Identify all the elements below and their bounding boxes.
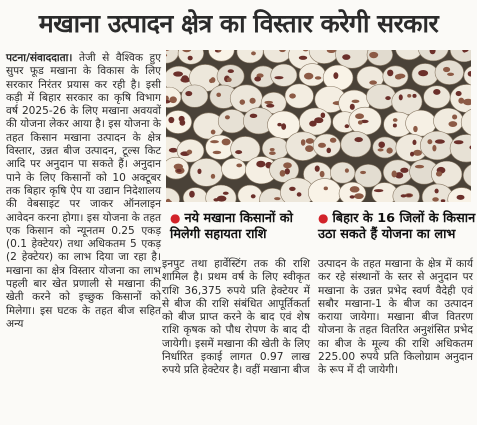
- makhana-nut: [366, 84, 395, 109]
- makhana-nut: [383, 160, 412, 185]
- article-column-3: [318, 258, 473, 378]
- makhana-nut: [221, 158, 246, 179]
- subheading-text: बिहार के 16 जिलों के किसान उठा सकते हैं योजना का लाभ: [318, 211, 476, 242]
- makhana-nut: [166, 188, 180, 202]
- makhana-nut: [330, 162, 355, 183]
- makhana-nut: [183, 188, 207, 202]
- makhana-nut: [433, 108, 463, 133]
- makhana-nut: [463, 163, 471, 188]
- subheading-16-districts: [318, 210, 477, 243]
- makhana-nut: [271, 64, 297, 86]
- makhana-nut: [418, 50, 448, 61]
- makhana-nuts-image: [166, 50, 471, 202]
- makhana-nut: [299, 64, 325, 86]
- column-3-text: उत्पादन के तहत मखाना के क्षेत्र में कार्य कर रहे संस्थानों के स्तर से अनुदान पर मखाना के उन्नत प्रभेद स्वर्ण वैदेही एवं सबौर मखाना-1 के बीज का उत्पादन कराया जायेगा। मखाना बीज वितरण योजना के तहत वितरित अनुशंसित प्रभेद का बीज के मूल्य की राशि अधिकतम 225.00 रुपये प्रति किलोग्राम अनुदान के रूप में दी जायेगी।: [318, 258, 473, 377]
- makhana-nut: [238, 185, 262, 202]
- makhana-nut: [341, 131, 371, 157]
- makhana-nut: [313, 134, 340, 157]
- makhana-nut: [285, 84, 314, 108]
- makhana-nut: [431, 161, 462, 187]
- subheading-text: नये मखाना किसानों को मिलेगी सहायता राशि: [170, 211, 293, 242]
- makhana-nut: [190, 158, 223, 186]
- makhana-nut: [217, 65, 244, 88]
- makhana-nut: [424, 86, 451, 109]
- makhana-nut: [237, 50, 263, 63]
- makhana-nut: [209, 50, 235, 61]
- makhana-nut: [448, 188, 471, 202]
- makhana-nut: [373, 137, 398, 158]
- makhana-nut: [349, 107, 381, 135]
- column-1-text: तेजी से वैश्विक हुए सुपर फूड मखाना के विकास के लिए सरकार निरंतर प्रयास कर रही है। इसी कड़ी में बिहार सरकार का कृषि विभाग वर्ष 2025-26 के लिए मखाना अवयवों की योजना लेकर आया है। इस योजना के तहत किसान मखाना उत्पादन के क्षेत्र विस्तार, उन्नत बीज उत्पादन, टूल्स किट आदि पर अनुदान पा सकते हैं। अनुदान पाने के लिए किसानों को 10 अक्टूबर तक बिहार कृषि ऐप या उद्यान निदेशालय की वेबसाइट पर जाकर ऑनलाइन आवेदन करना होगा। इस योजना के तहत एक किसान को न्यूनतम 0.25 एकड़ (0.1 हेक्टेयर) तथा अधिकतम 5 एकड़ (2 हेक्टेयर) का लाभ दिया जा रहा है। मखाना का क्षेत्र विस्तार योजना का लाभ पहली बार खेत प्रणाली से मखाना की खेती करने को इच्छुक किसानों को मिलेगा। इस घटक के तहत बीज सहित अन्य: [6, 52, 161, 330]
- makhana-nut: [435, 60, 464, 84]
- makhana-nut: [396, 50, 423, 60]
- makhana-nut: [299, 108, 331, 135]
- makhana-nut: [166, 110, 192, 133]
- makhana-nut: [263, 50, 291, 63]
- makhana-nut: [412, 64, 438, 87]
- bullet-icon: ●: [318, 211, 329, 225]
- makhana-nut: [464, 65, 471, 85]
- makhana-nut: [262, 137, 288, 159]
- makhana-nut: [166, 50, 179, 63]
- makhana-nut: [450, 135, 471, 163]
- dateline: पटना/संवाददाता।: [6, 52, 73, 64]
- makhana-nut: [178, 50, 204, 64]
- column-2-text: इनपुट तथा हार्वेस्टिंग तक की राशि शामिल है। प्रथम वर्ष के लिए स्वीकृत राशि 36,375 रुपये प्रति हेक्टेयर में से बीज की राशि संबंधित आपूर्तिकर्ता को बीज प्राप्त करने के बाद एवं शेष राशि कृषक को पौध रोपण के बाद दी जायेगी। इसमें मखाना की खेती के लिए निर्धारित इकाई लागत 0.97 लाख रुपये प्रति हेक्टेयर है। वहीं मखाना बीज: [162, 258, 310, 377]
- makhana-nut: [206, 185, 237, 202]
- makhana-nut: [367, 50, 393, 66]
- makhana-nut: [450, 50, 471, 62]
- makhana-nut: [420, 131, 454, 160]
- makhana-nut: [166, 157, 189, 179]
- article-column-1: [6, 52, 161, 331]
- makhana-photo: [166, 50, 471, 202]
- makhana-nut: [450, 84, 471, 112]
- makhana-nut: [393, 185, 420, 202]
- makhana-nut: [206, 135, 235, 159]
- article-column-2: [162, 258, 310, 378]
- makhana-nut: [181, 85, 207, 107]
- subheading-new-farmers: [170, 210, 310, 243]
- makhana-nut: [383, 66, 408, 87]
- makhana-nut: [339, 182, 366, 202]
- makhana-nut: [218, 109, 246, 132]
- headline: मखाना उत्पादन क्षेत्र का विस्तार करेगी सरकार: [38, 9, 439, 38]
- bullet-icon: ●: [170, 211, 181, 225]
